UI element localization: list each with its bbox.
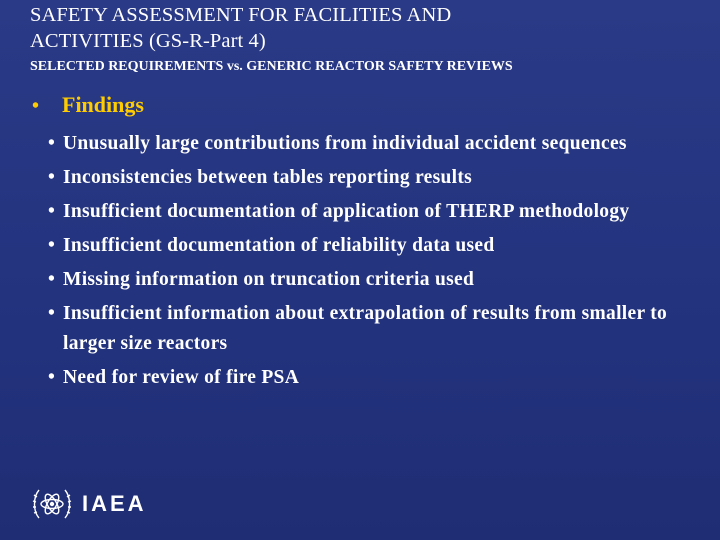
finding-bullet: •	[48, 367, 56, 388]
finding-bullet: •	[48, 167, 56, 188]
finding-text: Unusually large contributions from individual accident sequences	[63, 133, 627, 154]
finding-text: Need for review of fire PSA	[63, 367, 300, 388]
finding-item	[48, 197, 708, 227]
finding-text: Insufficient documentation of application of THERP methodology	[63, 201, 630, 222]
finding-bullet: •	[48, 133, 56, 154]
finding-text: Insufficient information about extrapolation of results from smaller to larger size reactors	[63, 303, 668, 354]
finding-text: Missing information on truncation criteria used	[63, 269, 475, 290]
finding-bullet: •	[48, 303, 56, 324]
iaea-logo	[30, 482, 147, 526]
page-title-line-2: ACTIVITIES (GS-R-Part 4)	[30, 30, 266, 52]
topic-bullet: •	[32, 95, 40, 117]
finding-bullet: •	[48, 201, 56, 222]
findings-list	[48, 129, 708, 397]
page-title-line-1: SAFETY ASSESSMENT FOR FACILITIES AND	[30, 4, 452, 26]
iaea-logo-text: IAEA	[82, 491, 147, 516]
topic-heading	[32, 92, 144, 118]
finding-item	[48, 129, 708, 159]
finding-item	[48, 363, 708, 393]
iaea-emblem-icon	[30, 482, 74, 526]
finding-item	[48, 265, 708, 295]
finding-text: Insufficient documentation of reliability data used	[63, 235, 495, 256]
finding-bullet: •	[48, 235, 56, 256]
finding-item	[48, 231, 708, 261]
finding-item	[48, 299, 708, 359]
header	[30, 2, 700, 77]
page-subtitle: SELECTED REQUIREMENTS vs. GENERIC REACTOR SAFETY REVIEWS	[30, 59, 513, 74]
finding-bullet: •	[48, 269, 56, 290]
finding-text: Inconsistencies between tables reporting results	[63, 167, 473, 188]
finding-item	[48, 163, 708, 193]
topic-label: Findings	[62, 92, 144, 117]
